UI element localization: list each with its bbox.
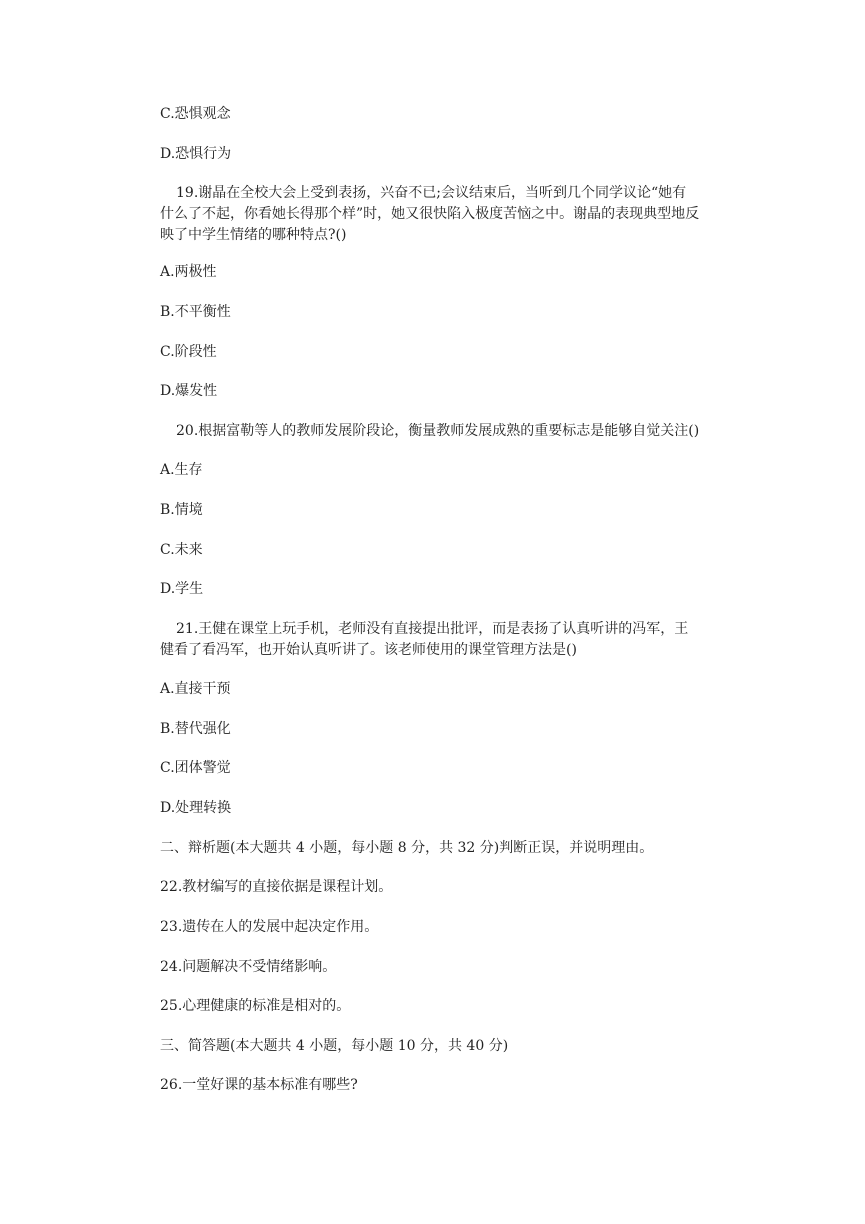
q20-option-d: D.学生 [160,581,204,597]
q19-stem-line1: 19.谢晶在全校大会上受到表扬，兴奋不已;会议结束后，当听到几个同学议论“她有 [176,185,687,201]
q20-option-b: B.情境 [160,502,203,518]
q19-option-d: D.爆发性 [160,383,218,399]
q21-option-c: C.团体警觉 [160,760,231,776]
q21-stem-line2: 健看了看冯军，也开始认真听讲了。该老师使用的课堂管理方法是() [160,642,577,658]
q20-stem: 20.根据富勒等人的教师发展阶段论，衡量教师发展成熟的重要标志是能够自觉关注() [176,423,700,439]
section3-heading: 三、简答题(本大题共 4 小题，每小题 10 分，共 40 分) [160,1038,509,1054]
q19-option-b: B.不平衡性 [160,304,231,320]
q19-option-a: A.两极性 [160,264,217,280]
q21-option-b: B.替代强化 [160,721,231,737]
q25: 25.心理健康的标准是相对的。 [160,998,351,1014]
q19-stem-line2: 什么了不起，你看她长得那个样”时，她又很快陷入极度苦恼之中。谢晶的表现典型地反 [160,206,700,222]
q21-stem-line1: 21.王健在课堂上玩手机，老师没有直接提出批评，而是表扬了认真听讲的冯军，王 [176,621,689,637]
q26: 26.一堂好课的基本标准有哪些? [160,1077,358,1093]
section2-heading: 二、辩析题(本大题共 4 小题，每小题 8 分，共 32 分)判断正误，并说明理由。 [160,840,654,856]
q19-stem-line3: 映了中学生情绪的哪种特点?() [160,227,347,243]
q21-option-a: A.直接干预 [160,681,231,697]
q20-option-a: A.生存 [160,462,203,478]
q24: 24.问题解决不受情绪影响。 [160,959,337,975]
q18-option-c: C.恐惧观念 [160,106,231,122]
q19-option-c: C.阶段性 [160,344,217,360]
q20-option-c: C.未来 [160,542,203,558]
q22: 22.教材编写的直接依据是课程计划。 [160,879,393,895]
q23: 23.遗传在人的发展中起决定作用。 [160,919,379,935]
q21-option-d: D.处理转换 [160,800,232,816]
q18-option-d: D.恐惧行为 [160,146,232,162]
